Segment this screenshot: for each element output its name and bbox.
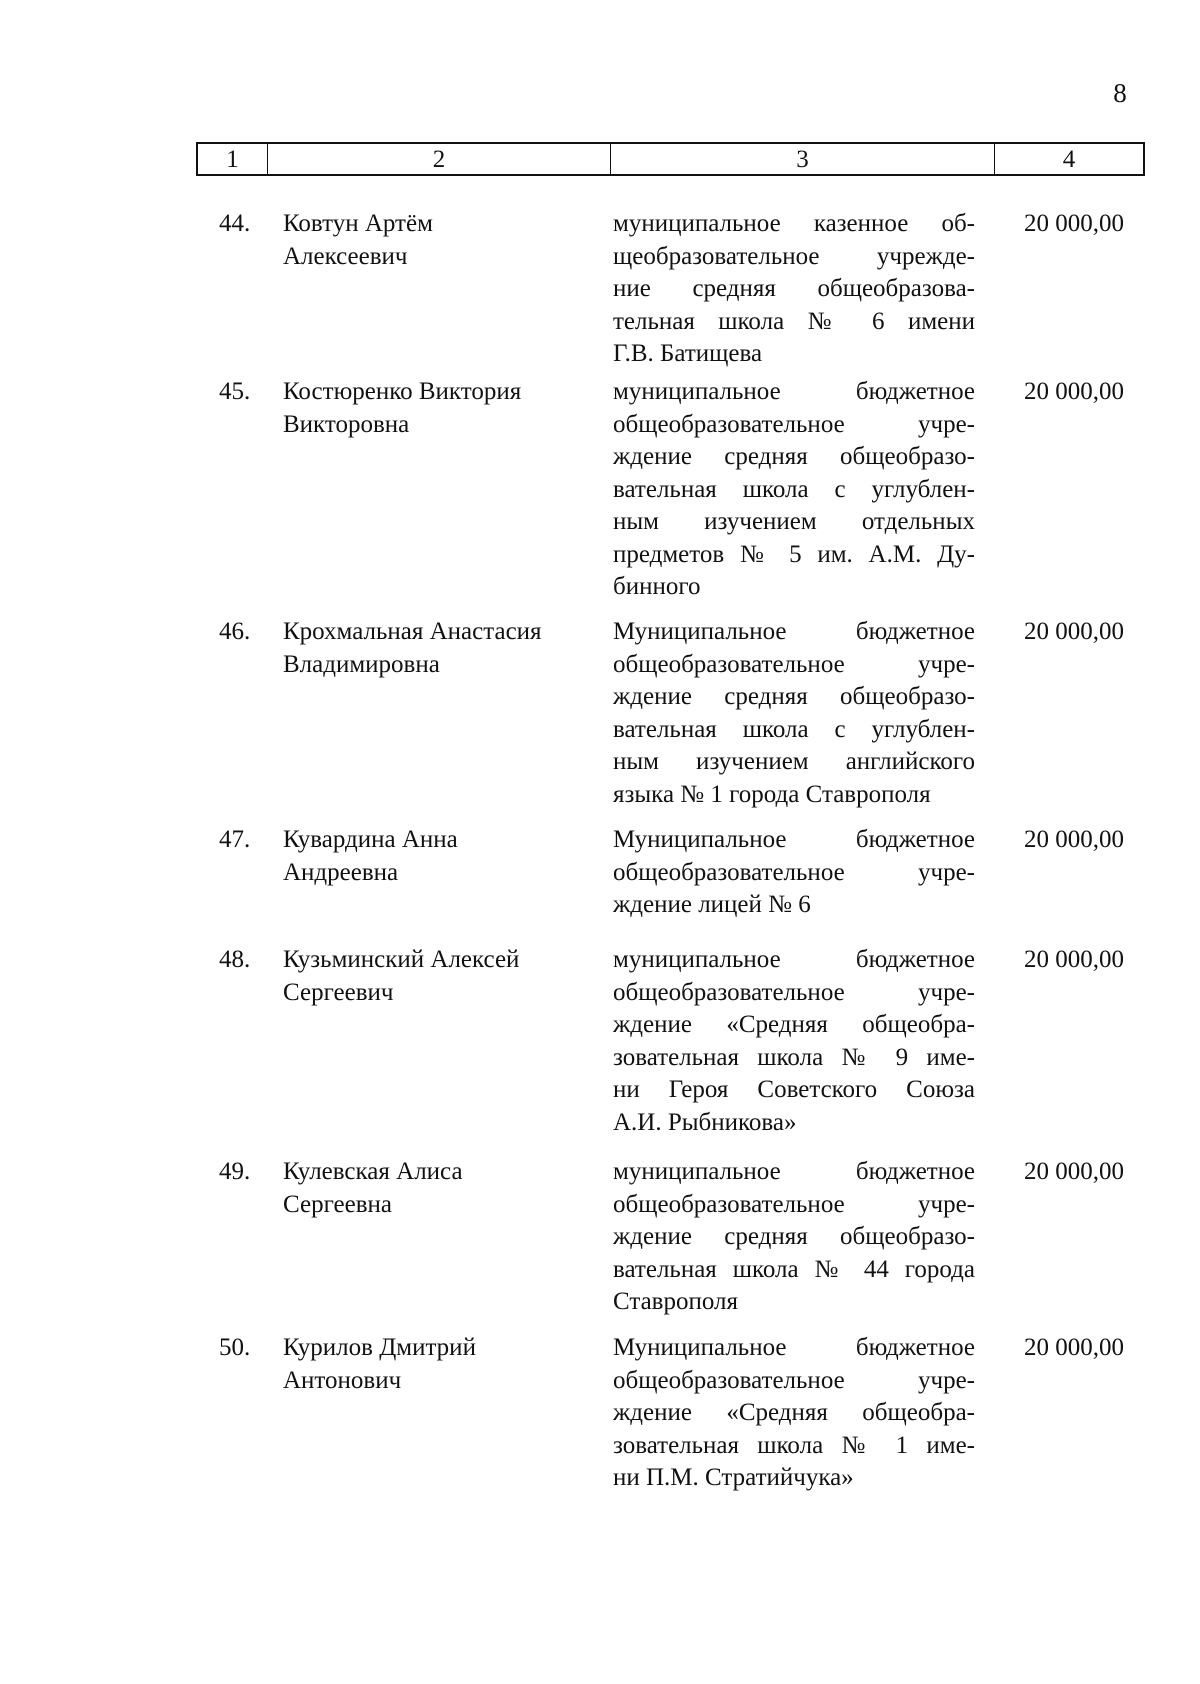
- row-number: 44.: [219, 210, 251, 237]
- school-name-line: ным изучением отдельных: [613, 508, 975, 535]
- school-name: [613, 616, 975, 811]
- recipient-name-line: Антонович: [283, 1366, 402, 1394]
- amount: 20 000,00: [1024, 210, 1124, 237]
- school-name-line: муниципальное казенное об-: [613, 210, 975, 237]
- school-name-line: языка № 1 города Ставрополя: [613, 780, 931, 808]
- school-name-line: общеобразовательное учре-: [613, 650, 975, 678]
- amount: 20 000,00: [1024, 826, 1124, 853]
- page-number: 8: [1113, 78, 1127, 108]
- school-name-line: ждение средняя общеобразо-: [613, 1223, 975, 1250]
- school-name-line: общеобразовательное учре-: [613, 978, 975, 1006]
- recipient-name: [283, 208, 613, 371]
- recipient-name-line: Костюренко Виктория: [283, 378, 522, 405]
- school-name-line: Муниципальное бюджетное: [613, 826, 975, 853]
- table-row: [0, 824, 1124, 922]
- amount: 20 000,00: [1024, 946, 1124, 973]
- row-number: 49.: [219, 1158, 251, 1185]
- recipient-name: [283, 376, 613, 604]
- amount: 20 000,00: [1024, 1158, 1124, 1185]
- school-name-line: общеобразовательное учре-: [613, 1366, 975, 1394]
- amount: 20 000,00: [1024, 378, 1124, 405]
- school-name-line: Г.В. Батищева: [613, 340, 763, 367]
- column-header-row: [196, 142, 1145, 176]
- school-name: [613, 824, 975, 922]
- table-row: [0, 616, 1124, 811]
- recipient-name-line: Сергеевич: [283, 978, 394, 1006]
- table-row: [0, 376, 1124, 604]
- recipient-name-line: Курилов Дмитрий: [283, 1334, 476, 1361]
- school-name-line: ни П.М. Стратийчука»: [613, 1464, 854, 1491]
- recipient-name-line: Владимировна: [283, 650, 440, 678]
- recipient-name-line: Кулевская Алиса: [283, 1158, 463, 1185]
- school-name-line: зовательная школа № 1 име-: [613, 1431, 975, 1459]
- row-number: 46.: [219, 618, 251, 645]
- school-name-line: ждение средняя общеобразо-: [613, 683, 975, 710]
- school-name-line: вательная школа с углублен-: [613, 475, 975, 503]
- school-name-line: щеобразовательное учрежде-: [613, 242, 975, 270]
- recipient-name-line: Сергеевна: [283, 1190, 392, 1218]
- school-name-line: общеобразовательное учре-: [613, 410, 975, 438]
- school-name-line: ждение «Средняя общеобра-: [613, 1011, 975, 1038]
- recipient-name: [283, 616, 613, 811]
- recipient-name-line: Андреевна: [283, 858, 399, 886]
- recipient-name-line: Викторовна: [283, 410, 410, 438]
- school-name-line: муниципальное бюджетное: [613, 378, 975, 405]
- recipient-name-line: Кузьминский Алексей: [283, 946, 520, 973]
- row-number: 48.: [219, 946, 251, 973]
- recipient-name-line: Кувардина Анна: [283, 826, 458, 853]
- recipient-name-line: Крохмальная Анастасия: [283, 618, 542, 645]
- recipient-name: [283, 1156, 613, 1319]
- school-name: [613, 208, 975, 371]
- school-name: [613, 1332, 975, 1495]
- recipient-name: [283, 944, 613, 1139]
- amount: 20 000,00: [1024, 1334, 1124, 1361]
- amount: 20 000,00: [1024, 618, 1124, 645]
- table-row: [0, 1332, 1124, 1495]
- school-name-line: вательная школа с углублен-: [613, 715, 975, 743]
- column-header-1: 1: [198, 144, 268, 174]
- school-name-line: тельная школа № 6 имени: [613, 307, 975, 335]
- school-name-line: Ставрополя: [613, 1288, 738, 1315]
- school-name-line: общеобразовательное учре-: [613, 858, 975, 886]
- school-name-line: Муниципальное бюджетное: [613, 1334, 975, 1361]
- column-header-4: 4: [1062, 146, 1076, 173]
- recipient-name: [283, 824, 613, 922]
- school-name-line: ждение лицей № 6: [613, 891, 811, 918]
- school-name: [613, 1156, 975, 1319]
- school-name-line: зовательная школа № 9 име-: [613, 1043, 975, 1071]
- school-name-line: муниципальное бюджетное: [613, 946, 975, 973]
- school-name-line: вательная школа № 44 города: [613, 1255, 975, 1283]
- row-number: 50.: [219, 1334, 251, 1361]
- row-number: 47.: [219, 826, 251, 853]
- recipient-name-line: Алексеевич: [283, 242, 408, 270]
- school-name-line: предметов № 5 им. А.М. Ду-: [613, 540, 975, 568]
- school-name-line: Муниципальное бюджетное: [613, 618, 975, 645]
- school-name-line: муниципальное бюджетное: [613, 1158, 975, 1185]
- school-name-line: ждение «Средняя общеобра-: [613, 1399, 975, 1426]
- column-header-3: 3: [611, 144, 995, 174]
- school-name-line: ние средняя общеобразова-: [613, 275, 975, 302]
- column-header-2: 2: [268, 144, 611, 174]
- recipient-name: [283, 1332, 613, 1495]
- school-name-line: А.И. Рыбникова»: [613, 1108, 797, 1136]
- school-name-line: ждение средняя общеобразо-: [613, 443, 975, 470]
- row-number: 45.: [219, 378, 251, 405]
- school-name: [613, 376, 975, 604]
- school-name: [613, 944, 975, 1139]
- school-name-line: бинного: [613, 573, 701, 600]
- school-name-line: общеобразовательное учре-: [613, 1190, 975, 1218]
- table-row: [0, 944, 1124, 1139]
- table-row: [0, 208, 1124, 371]
- school-name-line: ным изучением английского: [613, 748, 975, 775]
- table-row: [0, 1156, 1124, 1319]
- recipient-name-line: Ковтун Артём: [283, 210, 433, 237]
- school-name-line: ни Героя Советского Союза: [613, 1076, 975, 1103]
